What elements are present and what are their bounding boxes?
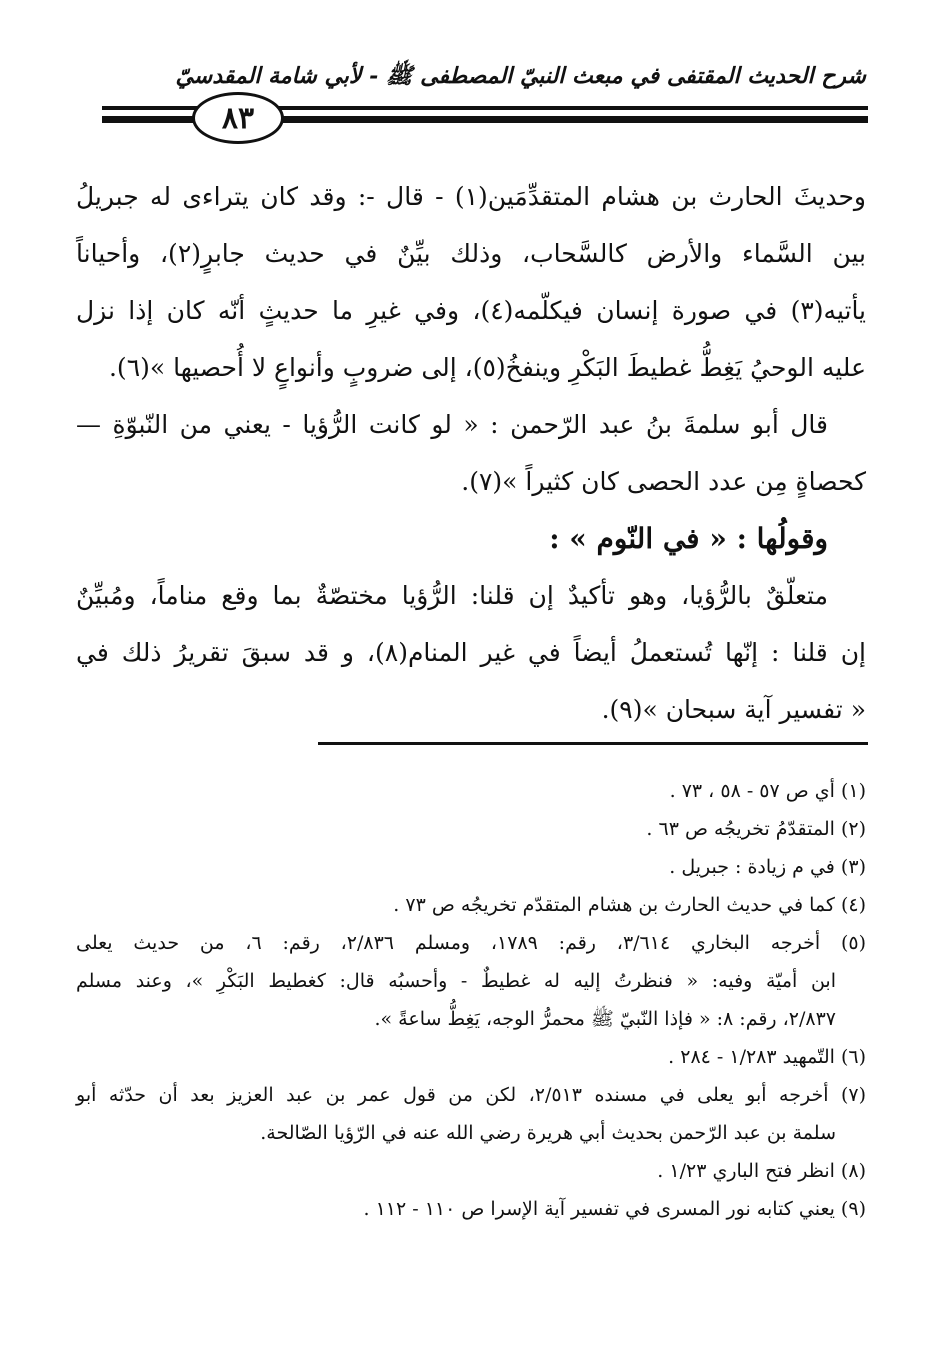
text-line: متعلّقٌ بالرُّؤيا، وهو تأكيدٌ إن قلنا: الرُّؤيا مختصّةٌ بما وقع مناماً، ومُبيِّنٌ (76, 581, 828, 610)
footnotes (76, 772, 866, 1228)
footnote-line: سلمة بن عبد الرّحمن بحديث أبي هريرة رضي الله عنه في الرّؤيا الصّالحة. (260, 1122, 836, 1144)
page-number: ٨٣ (192, 92, 284, 144)
text-line: يأتيه(٣) في صورة إنسان فيكلّمه(٤)، وفي غيرِ ما حديثٍ أنّه كان إذا نزل (76, 296, 867, 325)
footnote-line: (٤) كما في حديث الحارث بن هشام المتقدّم تخريجُه ص ٧٣ . (393, 894, 866, 916)
text-line: إن قلنا : إنّها تُستعملُ أيضاً في غير المنام(٨)، و قد سبقَ تقريرُ ذلك في (76, 638, 867, 667)
text-line: « تفسير آية سبحان »(٩). (601, 695, 866, 724)
footnote-line: (٨) انظر فتح الباري ١/٢٣ . (657, 1160, 866, 1182)
text-line: بين السَّماء والأرض كالسَّحاب، وذلك بيِّنٌ في حديث جابرٍ(٢)، وأحياناً (76, 239, 867, 268)
running-title: شرح الحديث المقتفى في مبعث النبيّ المصطفى ﷺ - لأبي شامة المقدسيّ (175, 63, 866, 89)
text-line: عليه الوحيُ يَغِطُّ غطيطَ البَكْرِ وينفخُ(٥)، إلى ضروبٍ وأنواعٍ لا أُحصيها »(٦). (108, 353, 866, 382)
text-line: وحديثَ الحارث بن هشام المتقدِّمَين(١) - قال -: وقد كان يتراءى له جبريلُ (76, 182, 866, 211)
footnote-line: ٢/٨٣٧، رقم: ٨: « فإذا النّبيّ ﷺ محمرُّ الوجه، يَغِطُّ ساعةً ». (374, 1008, 836, 1030)
footnote-line: (٢) المتقدّمُ تخريجُه ص ٦٣ . (646, 818, 866, 840)
text-line: كحصاةٍ مِن عدد الحصى كان كثيراً »(٧). (461, 467, 866, 496)
footnote-line: ابن أميّة وفيه: « فنظرتُ إليه له غطيطٌ - وأحسبُه قال: كغطيط البَكْرِ »، وعند مسلم (76, 970, 836, 992)
footnote-line: (٩) يعني كتابه نور المسرى في تفسير آية الإسرا ص ١١٠ - ١١٢ . (363, 1198, 866, 1220)
footnote-line: (٦) التّمهيد ١/٢٨٣ - ٢٨٤ . (668, 1046, 866, 1068)
footnote-line: (٣) في م زيادة : جبريل . (669, 856, 866, 878)
main-text (76, 168, 866, 738)
footnote-line: (٥) أخرجه البخاري ٣/٦١٤، رقم: ١٧٨٩، ومسلم ٢/٨٣٦، رقم: ٦، من حديث يعلى (76, 932, 867, 954)
text-line: قال أبو سلمةَ بنُ عبد الرّحمن : « لو كانت الرُّؤيا - يعني من النّبوّةِ — (76, 410, 828, 439)
footnote-separator (318, 742, 868, 745)
footnote-line: (١) أي ص ٥٧ - ٥٨ ، ٧٣ . (669, 780, 866, 802)
footnote-line: (٧) أخرجه أبو يعلى في مسنده ٢/٥١٣، لكن من قول عمر بن عبد العزيز بعد أن حدّثه أبو (76, 1084, 867, 1106)
section-heading: وقولُها : « في النّوم » : (549, 522, 828, 555)
